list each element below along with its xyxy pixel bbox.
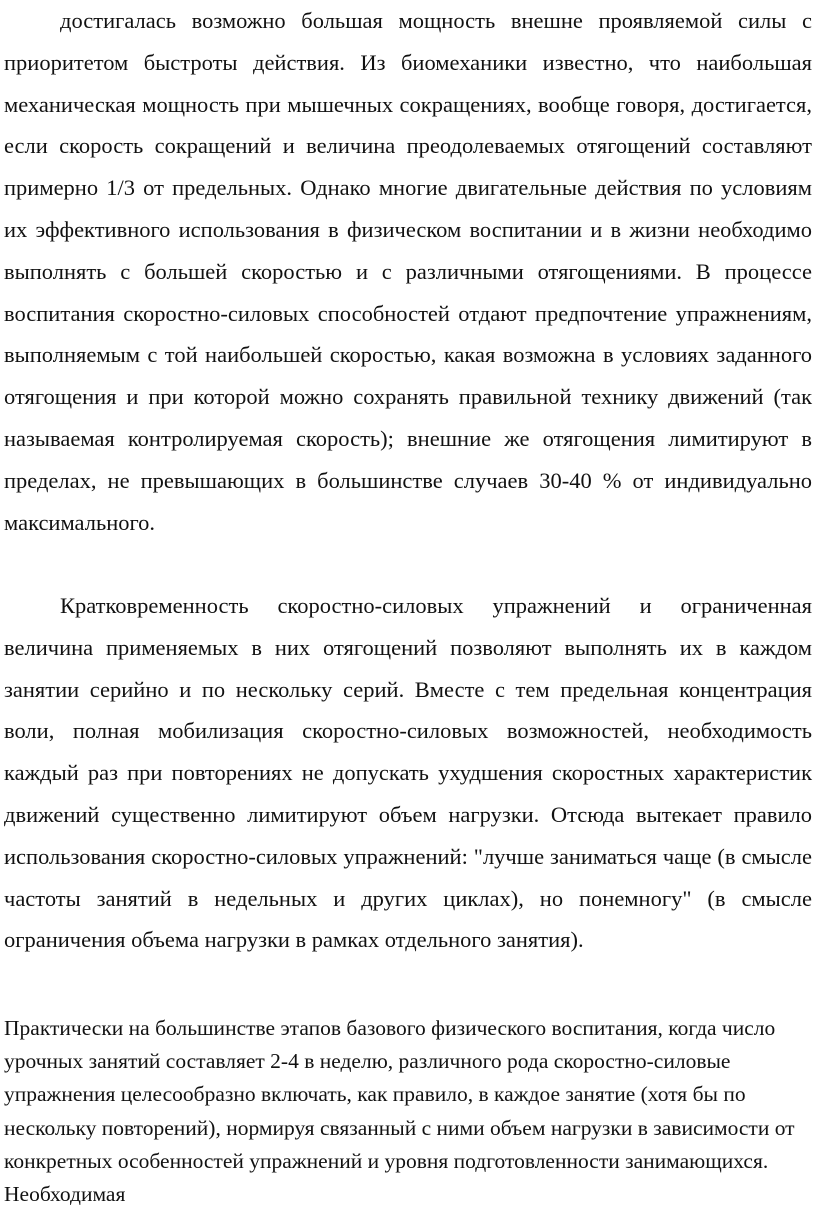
paragraph-lesson-frequency: Практически на большинстве этапов базового физического воспитания, когда число урочных занятий составляет 2-4 в неделю, различного рода скоростно-силовые упражнения целесообразно включать, как правило, в каждое занятие (хотя бы по нескольку повторений), нормируя связанный с ними объем нагрузки в зависимости от конкретных особенностей упражнений и уровня подготовленности занимающихся. Необходимая bbox=[4, 1016, 795, 1207]
paragraph-speed-strength-power: достигалась возможно большая мощность внешне проявляемой силы с приоритетом быстроты действия. Из биомеханики известно, что наибольшая механическая мощность при мышечных сокращениях, вообще говоря, достигается, если скорость сокращений и величина преодолеваемых отягощений составляют примерно 1/3 от предельных. Однако многие двигательные действия по условиям их эффективного использования в физическом воспитании и в жизни необходимо выполнять с большей скоростью и с различными отягощениями. В процессе воспитания скоростно-силовых способностей отдают предпочтение упражнениям, выполняемым с той наибольшей скоростью, какая возможна в условиях заданного отягощения и при которой можно сохранять правильной технику движений (так называемая контролируемая скорость); внешние же отягощения лимитируют в пределах, не превышающих в большинстве случаев 30-40 % от индивидуально максимального. bbox=[4, 8, 812, 535]
paragraph-load-volume-rule: Кратковременность скоростно-силовых упражнений и ограниченная величина применяемых в них отягощений позволяют выполнять их в каждом занятии серийно и по нескольку серий. Вместе с тем предельная концентрация воли, полная мобилизация скоростно-силовых возможностей, необходимость каждый раз при повторениях не допускать ухудшения скоростных характеристик движений существенно лимитируют объем нагрузки. Отсюда вытекает правило использования скоростно-силовых упражнений: "лучше заниматься чаще (в смысле частоты занятий в недельных и других циклах), но понемногу" (в смысле ограничения объема нагрузки в рамках отдельного занятия). bbox=[4, 593, 812, 953]
